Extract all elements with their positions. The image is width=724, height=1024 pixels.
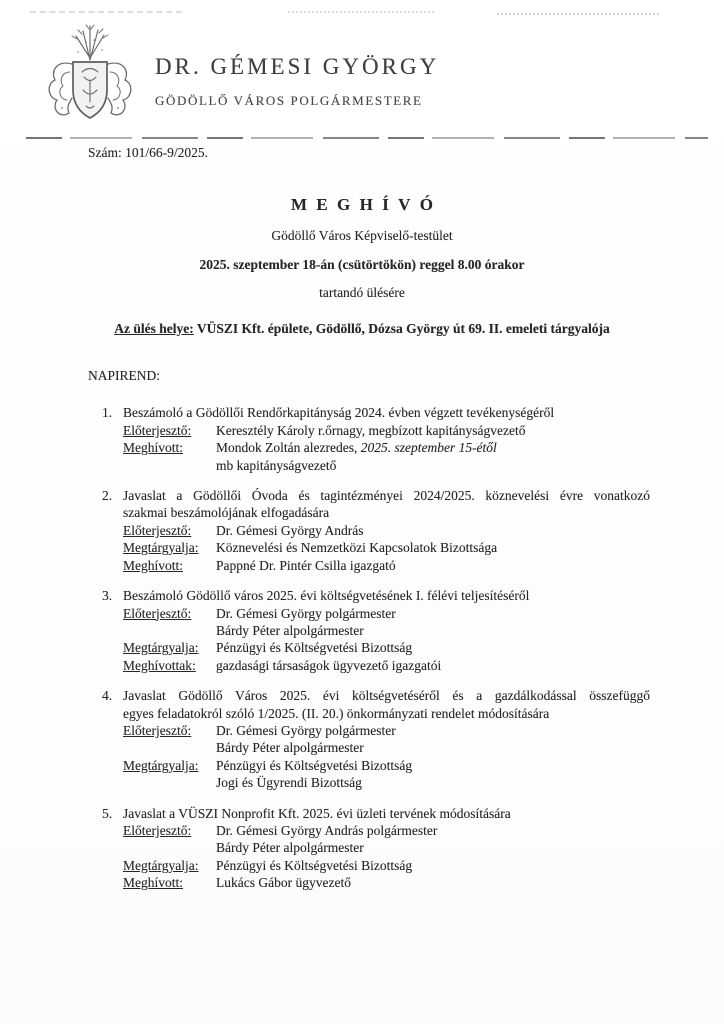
agenda-detail-row	[123, 639, 650, 656]
agenda-item-details	[123, 522, 650, 574]
agenda-detail-value	[216, 557, 650, 574]
agenda-detail-row	[123, 857, 650, 874]
agenda-item-number: 2.	[102, 488, 113, 504]
agenda-detail-row	[123, 657, 650, 674]
agenda-detail-value	[216, 422, 650, 439]
agenda-item-details	[123, 722, 650, 792]
agenda-item-details	[123, 822, 650, 892]
agenda-item-body	[123, 487, 650, 574]
invitation-title: MEGHÍVÓ	[290, 195, 443, 214]
agenda-detail-label: Megtárgyalja:	[123, 757, 199, 773]
agenda-detail-value	[216, 722, 650, 757]
agenda-detail-row	[123, 422, 650, 439]
agenda-item-title	[123, 487, 650, 522]
agenda-list	[102, 404, 650, 891]
agenda-item	[102, 687, 650, 791]
agenda-detail-label: Megtárgyalja:	[123, 640, 199, 656]
agenda-detail-line: Köznevelési és Nemzetközi Kapcsolatok Bizottsága	[216, 540, 498, 556]
meeting-location-value: VÜSZI Kft. épülete, Gödöllő, Dózsa György út 69. II. emeleti tárgyalója	[196, 320, 610, 336]
agenda-detail-line: Bárdy Péter alpolgármester	[216, 840, 364, 856]
agenda-item-details	[123, 422, 650, 474]
agenda-detail-line: Dr. Gémesi György András	[216, 522, 364, 538]
agenda-item-body	[123, 805, 650, 892]
agenda-detail-row	[123, 439, 650, 474]
agenda-detail-row	[123, 722, 650, 757]
agenda-detail-line: Dr. Gémesi György András polgármester	[216, 822, 438, 838]
agenda-item-body	[123, 404, 650, 474]
agenda-title-line: Javaslat Gödöllő Város 2025. évi költségvetéséről és a gazdálkodással összefüggő	[123, 688, 650, 704]
agenda-detail-line: Pénzügyi és Költségvetési Bizottság	[216, 757, 413, 773]
meeting-location-label: Az ülés helye:	[114, 320, 194, 336]
agenda-detail-label: Meghívott:	[123, 557, 183, 573]
agenda-detail-line: Bárdy Péter alpolgármester	[216, 740, 364, 756]
agenda-detail-value	[216, 757, 650, 792]
agenda-title-line: egyes feladatokról szóló 1/2025. (II. 20.) önkormányzati rendelet módosítására	[123, 705, 550, 721]
agenda-detail-value	[216, 874, 650, 891]
scan-noise-mark	[288, 11, 434, 13]
agenda-item	[102, 587, 650, 674]
agenda-detail-line: Dr. Gémesi György polgármester	[216, 605, 396, 621]
agenda-item	[102, 404, 650, 474]
agenda-detail-label: Előterjesztő:	[123, 422, 192, 438]
agenda-detail-row	[123, 557, 650, 574]
agenda-detail-row	[123, 757, 650, 792]
agenda-detail-line: Mondok Zoltán alezredes, 2025. szeptember 15-étől	[216, 440, 497, 456]
agenda-detail-line: Bárdy Péter alpolgármester	[216, 622, 364, 638]
agenda-detail-row	[123, 522, 650, 539]
agenda-detail-line: Keresztély Károly r.őrnagy, megbízott kapitányságvezető	[216, 422, 526, 438]
agenda-detail-value	[216, 539, 650, 556]
agenda-detail-line: Dr. Gémesi György polgármester	[216, 722, 396, 738]
agenda-detail-label: Előterjesztő:	[123, 822, 192, 838]
agenda-item-number: 3.	[102, 588, 113, 604]
agenda-item	[102, 805, 650, 892]
invitation-session: tartandó ülésére	[319, 285, 405, 301]
agenda-detail-label: Előterjesztő:	[123, 522, 192, 538]
invitation-institution: Gödöllő Város Képviselő-testület	[271, 228, 453, 244]
agenda-detail-label: Meghívottak:	[123, 657, 196, 673]
invitation-body	[0, 190, 724, 905]
agenda-detail-label: Megtárgyalja:	[123, 540, 199, 556]
scan-noise-mark	[497, 13, 659, 15]
header-divider	[26, 137, 708, 139]
agenda-detail-label: Megtárgyalja:	[123, 857, 199, 873]
meeting-location	[0, 320, 724, 337]
agenda-detail-value	[216, 439, 650, 474]
agenda-detail-value	[216, 605, 650, 640]
agenda-title-line: Javaslat a Gödöllői Óvoda és tagintézményei 2024/2025. köznevelési évre vonatkozó	[123, 488, 650, 504]
agenda-detail-row	[123, 605, 650, 640]
agenda-item-title	[123, 805, 650, 822]
agenda-detail-label: Meghívott:	[123, 440, 183, 456]
agenda-item-details	[123, 605, 650, 675]
agenda-detail-value	[216, 857, 650, 874]
letterhead	[155, 54, 439, 109]
agenda-detail-value	[216, 639, 650, 656]
agenda-item-number: 1.	[102, 405, 113, 421]
agenda-item-number: 4.	[102, 688, 113, 704]
agenda-detail-value	[216, 822, 650, 857]
agenda-detail-row	[123, 822, 650, 857]
agenda-item-body	[123, 587, 650, 674]
agenda-item-title	[123, 687, 650, 722]
agenda-item	[102, 487, 650, 574]
coat-of-arms-icon	[42, 22, 138, 130]
letterhead-name: DR. GÉMESI GYÖRGY	[155, 54, 440, 79]
agenda-detail-row	[123, 874, 650, 891]
agenda-item-title	[123, 404, 650, 421]
agenda-detail-line: Pappné Dr. Pintér Csilla igazgató	[216, 557, 396, 573]
agenda-title-line: szakmai beszámolójának elfogadására	[123, 505, 330, 521]
agenda-title-line: Beszámoló a Gödöllői Rendőrkapitányság 2024. évben végzett tevékenységéről	[123, 405, 555, 421]
agenda-detail-value	[216, 522, 650, 539]
agenda-detail-value	[216, 657, 650, 674]
agenda-detail-row	[123, 539, 650, 556]
agenda-detail-line: gazdasági társaságok ügyvezető igazgatói	[216, 657, 442, 673]
agenda-heading: NAPIREND:	[88, 368, 161, 384]
invitation-datetime: 2025. szeptember 18-án (csütörtökön) reggel 8.00 órakor	[199, 256, 525, 272]
agenda-detail-line: Pénzügyi és Költségvetési Bizottság	[216, 857, 413, 873]
agenda-detail-line: mb kapitányságvezető	[216, 457, 337, 473]
scan-noise-mark	[30, 11, 182, 13]
agenda-detail-label: Meghívott:	[123, 875, 183, 891]
letterhead-subtitle: GÖDÖLLŐ VÁROS POLGÁRMESTERE	[155, 93, 423, 108]
agenda-title-line: Javaslat a VÜSZI Nonprofit Kft. 2025. évi üzleti tervének módosítására	[123, 805, 511, 821]
agenda-item-body	[123, 687, 650, 791]
document-number: Szám: 101/66-9/2025.	[88, 145, 208, 160]
agenda-title-line: Beszámoló Gödöllő város 2025. évi költségvetésének I. félévi teljesítéséről	[123, 588, 530, 604]
agenda-detail-label: Előterjesztő:	[123, 722, 192, 738]
agenda-item-number: 5.	[102, 805, 113, 821]
agenda-item-title	[123, 587, 650, 604]
agenda-detail-line: Jogi és Ügyrendi Bizottság	[216, 775, 362, 791]
agenda-detail-label: Előterjesztő:	[123, 605, 192, 621]
agenda-detail-line: Lukács Gábor ügyvezető	[216, 875, 351, 891]
agenda-detail-line: Pénzügyi és Költségvetési Bizottság	[216, 640, 413, 656]
